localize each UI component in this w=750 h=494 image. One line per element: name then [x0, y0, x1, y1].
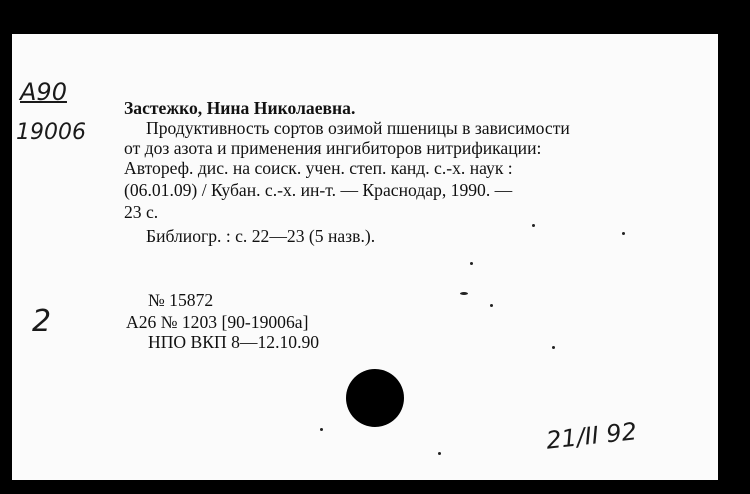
shelf-code: A90 — [20, 78, 67, 106]
registry-code: А26 № 1203 [90-19006а] — [126, 312, 309, 332]
card-punch-hole — [346, 369, 404, 427]
scan-speck — [532, 224, 535, 227]
scan-speck — [552, 346, 555, 349]
description-line-3: Автореф. дис. на соиск. учен. степ. канд. с.-х. наук : — [124, 158, 513, 178]
catalog-card — [12, 34, 718, 480]
registry-stamp: НПО ВКП 8—12.10.90 — [148, 332, 320, 352]
bibliography-note: Библиогр. : с. 22—23 (5 назв.). — [146, 226, 376, 246]
inventory-number: 19006 — [16, 120, 86, 145]
scan-speck — [460, 292, 468, 295]
registry-number: № 15872 — [148, 290, 214, 310]
scan-speck — [622, 232, 625, 235]
copy-number: 2 — [32, 304, 52, 339]
description-line-1: Продуктивность сортов озимой пшеницы в зависимости — [146, 118, 570, 138]
scan-speck — [438, 452, 441, 455]
date-signature: 21/II 92 — [544, 417, 639, 455]
scan-speck — [470, 262, 473, 265]
description-line-5: 23 с. — [124, 202, 159, 222]
author-name: Застежко, Нина Николаевна. — [124, 98, 356, 118]
description-line-2: от доз азота и применения ингибиторов нитрификации: — [124, 138, 542, 158]
scan-speck — [490, 304, 493, 307]
scan-speck — [320, 428, 323, 431]
description-line-4: (06.01.09) / Кубан. с.-х. ин-т. — Краснодар, 1990. — — [124, 180, 513, 200]
